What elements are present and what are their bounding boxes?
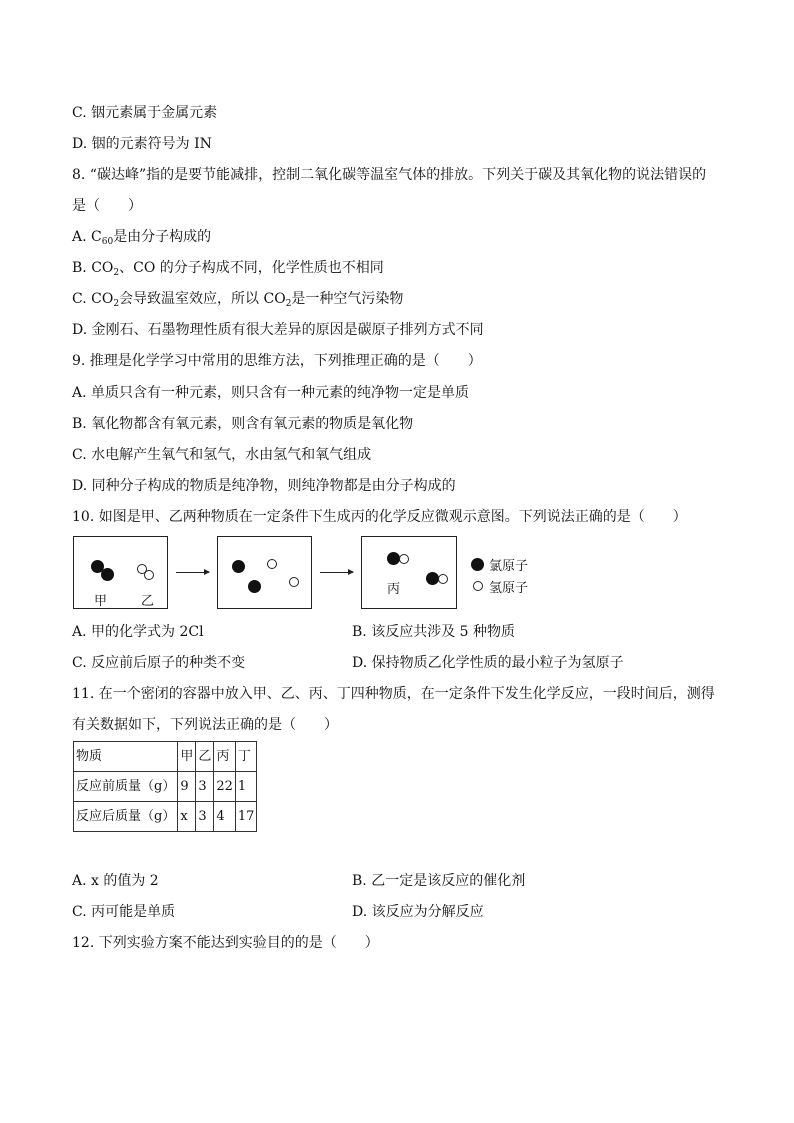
q7-option-d: D. 铟的元素符号为 IN bbox=[72, 136, 212, 152]
q9-option-b: B. 氧化物都含有氧元素，则含有氧元素的物质是氧化物 bbox=[72, 416, 414, 432]
mass-data-table bbox=[73, 741, 257, 832]
table-cell: 3 bbox=[196, 772, 214, 802]
reaction-diagram bbox=[73, 536, 543, 610]
arrow-icon bbox=[176, 572, 209, 573]
product-box bbox=[361, 536, 457, 609]
q11-stem-line2: 有关数据如下，下列说法正确的是（ ） bbox=[72, 717, 338, 733]
q8-stem-line1: 8. “碳达峰”指的是要节能减排，控制二氧化碳等温室气体的排放。下列关于碳及其氧化物的说法错误的 bbox=[72, 167, 707, 183]
table-row bbox=[74, 802, 257, 832]
q10-option-c: C. 反应前后原子的种类不变 bbox=[72, 655, 246, 671]
q10-option-d: D. 保持物质乙化学性质的最小粒子为氢原子 bbox=[352, 655, 624, 671]
q9-stem: 9. 推理是化学学习中常用的思维方法，下列推理正确的是（ ） bbox=[72, 353, 482, 369]
table-cell: 17 bbox=[235, 802, 257, 832]
chlorine-atom bbox=[248, 580, 261, 593]
arrow-icon bbox=[320, 572, 353, 573]
q7-option-c: C. 铟元素属于金属元素 bbox=[72, 105, 218, 121]
q11-stem-line1: 11. 在一个密闭的容器中放入甲、乙、丙、丁四种物质，在一定条件下发生化学反应，一段时间后，测得 bbox=[72, 686, 715, 702]
q10-stem: 10. 如图是甲、乙两种物质在一定条件下生成丙的化学反应微观示意图。下列说法正确的是（ ） bbox=[72, 509, 687, 525]
q12-stem: 12. 下列实验方案不能达到实验目的的是（ ） bbox=[72, 935, 379, 951]
label-bing: 丙 bbox=[387, 582, 401, 597]
table-cell: 22 bbox=[214, 772, 236, 802]
table-cell: 反应前质量（g） bbox=[74, 772, 178, 802]
q11-option-b: B. 乙一定是该反应的催化剂 bbox=[352, 873, 526, 889]
hydrogen-atom bbox=[438, 574, 448, 584]
q9-option-c: C. 水电解产生氧气和氢气，水由氢气和氧气组成 bbox=[72, 447, 372, 463]
table-row bbox=[74, 772, 257, 802]
q8-stem-line2: 是（ ） bbox=[72, 198, 142, 214]
legend-chlorine-label: 氯原子 bbox=[489, 559, 529, 574]
intermediate-box bbox=[217, 536, 312, 609]
table-cell: 3 bbox=[196, 802, 214, 832]
hydrogen-atom bbox=[144, 570, 154, 580]
q9-option-d: D. 同种分子构成的物质是纯净物，则纯净物都是由分子构成的 bbox=[72, 478, 456, 494]
table-cell: 4 bbox=[214, 802, 236, 832]
q11-option-a: A. x 的值为 2 bbox=[72, 873, 159, 889]
table-cell: 丙 bbox=[214, 742, 236, 772]
table-cell: 丁 bbox=[235, 742, 257, 772]
q10-option-a: A. 甲的化学式为 2Cl bbox=[72, 624, 204, 640]
legend-hydrogen-label: 氢原子 bbox=[489, 581, 529, 596]
table-cell: x bbox=[178, 802, 196, 832]
table-cell: 9 bbox=[178, 772, 196, 802]
q8-option-d: D. 金刚石、石墨物理性质有很大差异的原因是碳原子排列方式不同 bbox=[72, 322, 484, 338]
table-cell: 反应后质量（g） bbox=[74, 802, 178, 832]
table-cell: 1 bbox=[235, 772, 257, 802]
q8-option-c: C. $CO_2$会导致温室效应，所以 $CO_2$是一种空气污染物 bbox=[72, 291, 404, 309]
table-header-row bbox=[74, 742, 257, 772]
chlorine-atom bbox=[232, 560, 245, 573]
table-cell: 物质 bbox=[74, 742, 178, 772]
q8-option-a: A. $C_{60}$是由分子构成的 bbox=[72, 229, 212, 247]
q9-option-a: A. 单质只含有一种元素，则只含有一种元素的纯净物一定是单质 bbox=[72, 385, 470, 401]
table-cell: 乙 bbox=[196, 742, 214, 772]
hydrogen-atom bbox=[289, 577, 299, 587]
legend-hydrogen-icon bbox=[473, 581, 483, 591]
table-cell: 甲 bbox=[178, 742, 196, 772]
q11-option-c: C. 丙可能是单质 bbox=[72, 904, 176, 920]
hydrogen-atom bbox=[267, 559, 277, 569]
chlorine-atom bbox=[101, 568, 114, 581]
legend-chlorine-icon bbox=[471, 558, 484, 571]
q11-option-d: D. 该反应为分解反应 bbox=[352, 904, 484, 920]
label-jia: 甲 bbox=[94, 594, 108, 609]
reactant-box bbox=[73, 536, 168, 609]
q10-option-b: B. 该反应共涉及 5 种物质 bbox=[352, 624, 515, 640]
hydrogen-atom bbox=[399, 554, 409, 564]
q8-option-b: B. $CO_2$、CO 的分子构成不同，化学性质也不相同 bbox=[72, 260, 384, 278]
label-yi: 乙 bbox=[141, 594, 155, 609]
